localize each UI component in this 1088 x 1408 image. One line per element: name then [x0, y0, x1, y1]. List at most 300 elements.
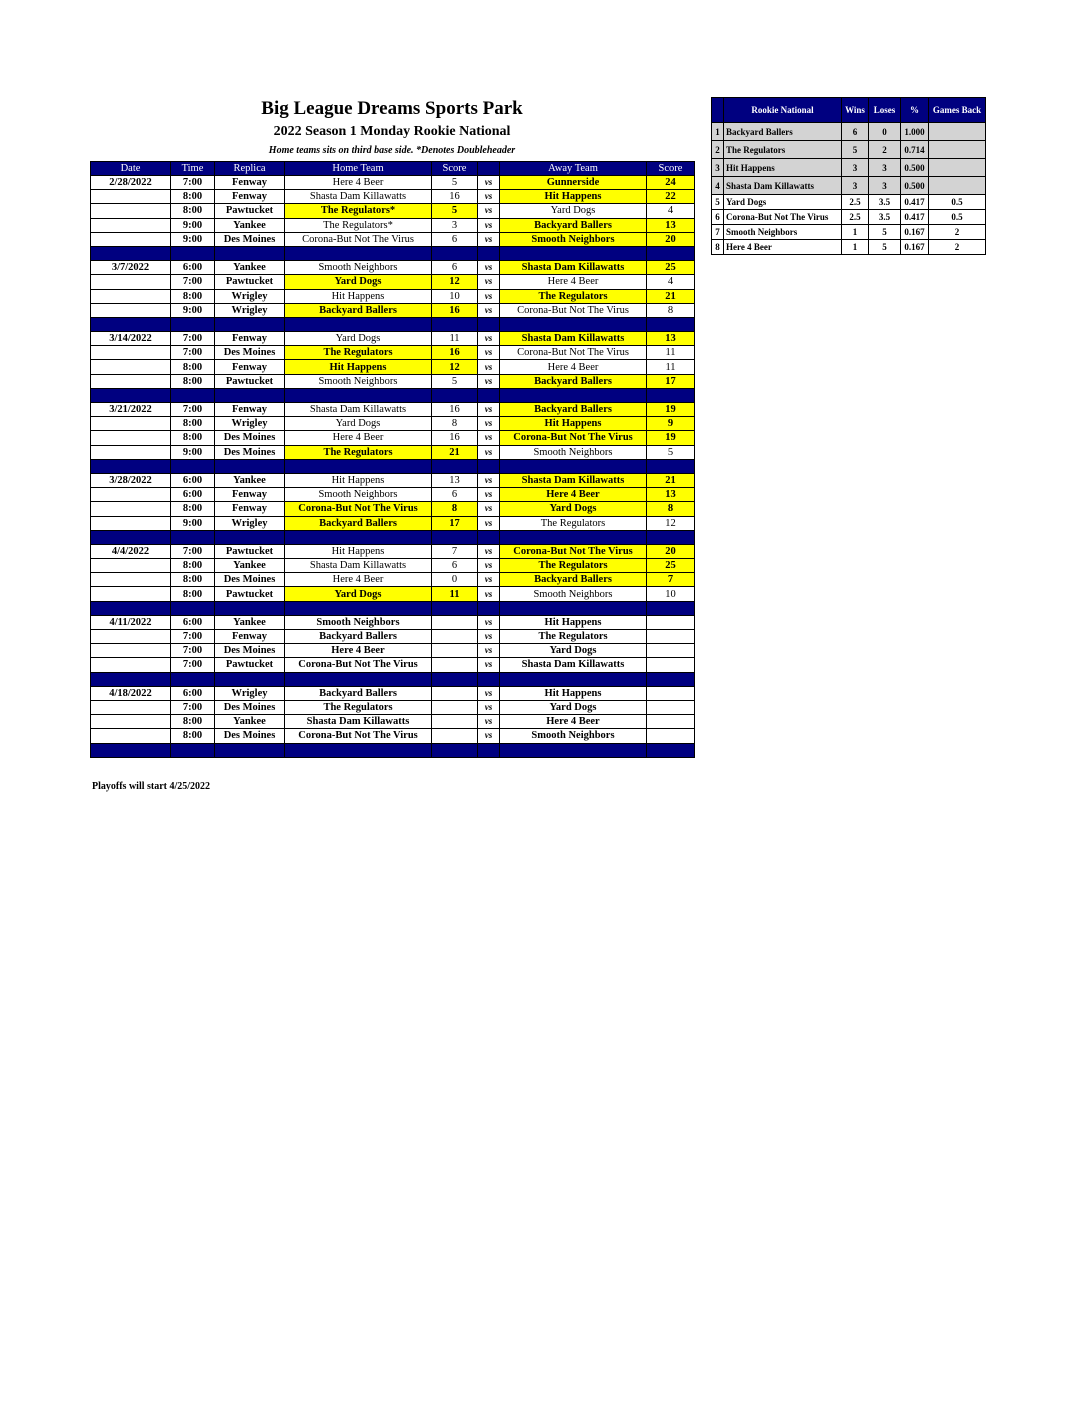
- game-replica: Wrigley: [215, 417, 285, 431]
- game-replica: Pawtucket: [215, 275, 285, 289]
- home-score: [432, 658, 478, 672]
- game-replica: Fenway: [215, 190, 285, 204]
- standings-pct: 1.000: [901, 123, 929, 141]
- standings-team: Smooth Neighbors: [724, 225, 842, 240]
- vs-label: vs: [478, 587, 500, 601]
- standings-rank: 1: [712, 123, 724, 141]
- home-score: [432, 715, 478, 729]
- standings-col-games-back: Games Back: [929, 98, 986, 123]
- home-score: 16: [432, 190, 478, 204]
- standings-wins: 2.5: [842, 210, 869, 225]
- week-separator: [91, 246, 695, 260]
- home-team: Here 4 Beer: [285, 176, 432, 190]
- standings-loses: 3: [869, 177, 901, 195]
- game-time: 8:00: [171, 417, 215, 431]
- home-score: 3: [432, 218, 478, 232]
- game-replica: Pawtucket: [215, 658, 285, 672]
- game-date: [91, 374, 171, 388]
- standings-team: Backyard Ballers: [724, 123, 842, 141]
- home-team: The Regulators*: [285, 204, 432, 218]
- home-score: 21: [432, 445, 478, 459]
- standings-rank: 5: [712, 195, 724, 210]
- game-replica: Yankee: [215, 473, 285, 487]
- vs-label: vs: [478, 644, 500, 658]
- game-date: 4/11/2022: [91, 615, 171, 629]
- game-date: [91, 573, 171, 587]
- game-row: [91, 417, 695, 431]
- vs-label: vs: [478, 332, 500, 346]
- standings-row: [712, 159, 986, 177]
- week-separator: [91, 672, 695, 686]
- away-team: Shasta Dam Killawatts: [500, 658, 647, 672]
- home-score: 6: [432, 232, 478, 246]
- game-date: [91, 417, 171, 431]
- game-row: [91, 232, 695, 246]
- standings-row: [712, 123, 986, 141]
- home-team: Shasta Dam Killawatts: [285, 190, 432, 204]
- separator-cell: [215, 672, 285, 686]
- standings-loses: 3.5: [869, 210, 901, 225]
- separator-cell: [215, 530, 285, 544]
- game-date: [91, 190, 171, 204]
- vs-label: vs: [478, 715, 500, 729]
- separator-cell: [647, 672, 695, 686]
- separator-cell: [215, 246, 285, 260]
- game-replica: Des Moines: [215, 573, 285, 587]
- home-score: 11: [432, 332, 478, 346]
- away-team: Backyard Ballers: [500, 403, 647, 417]
- home-team: Hit Happens: [285, 289, 432, 303]
- away-team: The Regulators: [500, 289, 647, 303]
- vs-label: vs: [478, 431, 500, 445]
- col-header-replica: Replica: [215, 162, 285, 176]
- game-time: 7:00: [171, 176, 215, 190]
- home-team: Backyard Ballers: [285, 686, 432, 700]
- home-team: Smooth Neighbors: [285, 261, 432, 275]
- vs-label: vs: [478, 346, 500, 360]
- home-score: 16: [432, 303, 478, 317]
- vs-label: vs: [478, 218, 500, 232]
- home-team: Hit Happens: [285, 544, 432, 558]
- home-score: [432, 644, 478, 658]
- away-score: 9: [647, 417, 695, 431]
- separator-cell: [91, 601, 171, 615]
- away-team: Smooth Neighbors: [500, 729, 647, 743]
- separator-cell: [285, 672, 432, 686]
- standings-games-back: 0.5: [929, 210, 986, 225]
- vs-label: vs: [478, 502, 500, 516]
- vs-label: vs: [478, 658, 500, 672]
- vs-label: vs: [478, 573, 500, 587]
- vs-label: vs: [478, 403, 500, 417]
- away-score: [647, 615, 695, 629]
- separator-cell: [91, 388, 171, 402]
- vs-label: vs: [478, 176, 500, 190]
- separator-cell: [215, 317, 285, 331]
- game-date: [91, 275, 171, 289]
- away-score: 8: [647, 303, 695, 317]
- home-team: Yard Dogs: [285, 332, 432, 346]
- standings-loses: 2: [869, 141, 901, 159]
- standings-loses: 3: [869, 159, 901, 177]
- separator-cell: [171, 601, 215, 615]
- home-team: Backyard Ballers: [285, 303, 432, 317]
- away-score: 12: [647, 516, 695, 530]
- col-header-time: Time: [171, 162, 215, 176]
- home-team: Backyard Ballers: [285, 630, 432, 644]
- separator-cell: [647, 388, 695, 402]
- standings-wins: 1: [842, 240, 869, 255]
- separator-cell: [215, 601, 285, 615]
- home-team: Hit Happens: [285, 473, 432, 487]
- away-score: 13: [647, 218, 695, 232]
- standings-col-rank: [712, 98, 724, 123]
- game-date: [91, 232, 171, 246]
- game-time: 8:00: [171, 360, 215, 374]
- vs-label: vs: [478, 686, 500, 700]
- vs-label: vs: [478, 615, 500, 629]
- game-date: 3/14/2022: [91, 332, 171, 346]
- standings-team: The Regulators: [724, 141, 842, 159]
- standings-wins: 6: [842, 123, 869, 141]
- game-row: [91, 303, 695, 317]
- standings-rank: 7: [712, 225, 724, 240]
- vs-label: vs: [478, 700, 500, 714]
- separator-cell: [432, 246, 478, 260]
- away-score: 20: [647, 544, 695, 558]
- away-score: 19: [647, 431, 695, 445]
- game-row: [91, 700, 695, 714]
- vs-label: vs: [478, 630, 500, 644]
- game-replica: Wrigley: [215, 303, 285, 317]
- game-date: 3/28/2022: [91, 473, 171, 487]
- away-team: Backyard Ballers: [500, 218, 647, 232]
- away-team: The Regulators: [500, 630, 647, 644]
- standings-rank: 3: [712, 159, 724, 177]
- separator-cell: [171, 459, 215, 473]
- game-row: [91, 473, 695, 487]
- away-score: 10: [647, 587, 695, 601]
- away-score: 13: [647, 332, 695, 346]
- game-row: [91, 204, 695, 218]
- game-row: [91, 374, 695, 388]
- game-replica: Yankee: [215, 218, 285, 232]
- away-team: Shasta Dam Killawatts: [500, 261, 647, 275]
- game-replica: Pawtucket: [215, 587, 285, 601]
- separator-cell: [647, 317, 695, 331]
- standings-loses: 0: [869, 123, 901, 141]
- game-date: 4/4/2022: [91, 544, 171, 558]
- game-replica: Fenway: [215, 630, 285, 644]
- separator-cell: [500, 672, 647, 686]
- game-date: [91, 303, 171, 317]
- away-team: Here 4 Beer: [500, 275, 647, 289]
- separator-cell: [285, 388, 432, 402]
- game-replica: Des Moines: [215, 346, 285, 360]
- away-score: 5: [647, 445, 695, 459]
- separator-cell: [285, 459, 432, 473]
- separator-cell: [500, 743, 647, 757]
- standings-loses: 5: [869, 240, 901, 255]
- game-date: [91, 346, 171, 360]
- home-score: 13: [432, 473, 478, 487]
- home-score: 6: [432, 261, 478, 275]
- game-time: 8:00: [171, 289, 215, 303]
- game-time: 9:00: [171, 218, 215, 232]
- standings-wins: 3: [842, 159, 869, 177]
- separator-cell: [432, 530, 478, 544]
- home-team: The Regulators: [285, 445, 432, 459]
- standings-games-back: [929, 123, 986, 141]
- standings-row: [712, 210, 986, 225]
- away-team: Here 4 Beer: [500, 715, 647, 729]
- game-time: 6:00: [171, 686, 215, 700]
- home-team: Yard Dogs: [285, 275, 432, 289]
- game-time: 9:00: [171, 232, 215, 246]
- separator-cell: [432, 459, 478, 473]
- separator-cell: [478, 672, 500, 686]
- vs-label: vs: [478, 729, 500, 743]
- page-subtitle: 2022 Season 1 Monday Rookie National: [273, 124, 511, 139]
- separator-cell: [91, 246, 171, 260]
- vs-label: vs: [478, 303, 500, 317]
- game-time: 8:00: [171, 204, 215, 218]
- game-time: 9:00: [171, 445, 215, 459]
- standings-rank: 8: [712, 240, 724, 255]
- game-replica: Yankee: [215, 261, 285, 275]
- home-team: Yard Dogs: [285, 587, 432, 601]
- away-score: 21: [647, 289, 695, 303]
- separator-cell: [432, 743, 478, 757]
- standings-pct: 0.167: [901, 240, 929, 255]
- away-score: 11: [647, 360, 695, 374]
- standings-body: [712, 123, 986, 255]
- game-date: [91, 488, 171, 502]
- game-time: 7:00: [171, 658, 215, 672]
- home-score: 16: [432, 346, 478, 360]
- home-score: 8: [432, 417, 478, 431]
- game-replica: Yankee: [215, 559, 285, 573]
- standings-col-pct: %: [901, 98, 929, 123]
- game-row: [91, 715, 695, 729]
- vs-label: vs: [478, 232, 500, 246]
- game-date: [91, 431, 171, 445]
- separator-cell: [171, 530, 215, 544]
- home-score: 8: [432, 502, 478, 516]
- standings-wins: 5: [842, 141, 869, 159]
- away-team: Hit Happens: [500, 417, 647, 431]
- home-score: 10: [432, 289, 478, 303]
- home-score: 7: [432, 544, 478, 558]
- game-replica: Fenway: [215, 360, 285, 374]
- game-time: 6:00: [171, 473, 215, 487]
- home-score: 12: [432, 360, 478, 374]
- game-date: [91, 715, 171, 729]
- home-score: [432, 700, 478, 714]
- game-replica: Fenway: [215, 332, 285, 346]
- game-replica: Des Moines: [215, 729, 285, 743]
- separator-cell: [478, 246, 500, 260]
- standings-games-back: [929, 159, 986, 177]
- game-replica: Wrigley: [215, 686, 285, 700]
- vs-label: vs: [478, 559, 500, 573]
- away-team: Backyard Ballers: [500, 374, 647, 388]
- game-replica: Fenway: [215, 488, 285, 502]
- game-date: [91, 445, 171, 459]
- standings-row: [712, 177, 986, 195]
- standings-team: Yard Dogs: [724, 195, 842, 210]
- away-score: 20: [647, 232, 695, 246]
- game-date: 2/28/2022: [91, 176, 171, 190]
- game-replica: Yankee: [215, 615, 285, 629]
- game-replica: Yankee: [215, 715, 285, 729]
- separator-cell: [285, 530, 432, 544]
- home-team: The Regulators: [285, 700, 432, 714]
- game-time: 7:00: [171, 700, 215, 714]
- game-row: [91, 445, 695, 459]
- separator-cell: [215, 743, 285, 757]
- away-team: Here 4 Beer: [500, 360, 647, 374]
- away-team: Yard Dogs: [500, 700, 647, 714]
- schedule-note: Home teams sits on third base side. *Denotes Doubleheader: [268, 145, 516, 156]
- game-time: 9:00: [171, 303, 215, 317]
- standings-row: [712, 141, 986, 159]
- separator-cell: [500, 317, 647, 331]
- separator-cell: [500, 246, 647, 260]
- game-row: [91, 729, 695, 743]
- vs-label: vs: [478, 204, 500, 218]
- away-score: [647, 644, 695, 658]
- standings-games-back: 2: [929, 240, 986, 255]
- standings-table: [711, 97, 986, 255]
- vs-label: vs: [478, 544, 500, 558]
- vs-label: vs: [478, 417, 500, 431]
- game-time: 8:00: [171, 587, 215, 601]
- away-score: [647, 686, 695, 700]
- separator-cell: [432, 317, 478, 331]
- schedule-table: [90, 161, 695, 758]
- separator-cell: [91, 317, 171, 331]
- separator-cell: [478, 388, 500, 402]
- home-score: 17: [432, 516, 478, 530]
- game-replica: Wrigley: [215, 289, 285, 303]
- game-replica: Des Moines: [215, 700, 285, 714]
- standings-team: Shasta Dam Killawatts: [724, 177, 842, 195]
- game-time: 8:00: [171, 559, 215, 573]
- standings-rank: 4: [712, 177, 724, 195]
- standings-wins: 1: [842, 225, 869, 240]
- standings-rank: 2: [712, 141, 724, 159]
- away-score: 21: [647, 473, 695, 487]
- game-replica: Wrigley: [215, 516, 285, 530]
- standings-rank: 6: [712, 210, 724, 225]
- home-score: [432, 686, 478, 700]
- home-team: Hit Happens: [285, 360, 432, 374]
- separator-cell: [500, 459, 647, 473]
- home-team: Here 4 Beer: [285, 573, 432, 587]
- away-team: Smooth Neighbors: [500, 232, 647, 246]
- game-date: [91, 658, 171, 672]
- game-replica: Des Moines: [215, 232, 285, 246]
- standings-row: [712, 240, 986, 255]
- separator-cell: [285, 246, 432, 260]
- separator-cell: [171, 317, 215, 331]
- separator-cell: [215, 459, 285, 473]
- home-team: Yard Dogs: [285, 417, 432, 431]
- game-row: [91, 431, 695, 445]
- col-header-date: Date: [91, 162, 171, 176]
- standings-loses: 5: [869, 225, 901, 240]
- page-title: Big League Dreams Sports Park: [261, 98, 523, 119]
- game-row: [91, 488, 695, 502]
- game-time: 7:00: [171, 332, 215, 346]
- game-date: 3/7/2022: [91, 261, 171, 275]
- game-time: 6:00: [171, 261, 215, 275]
- game-row: [91, 190, 695, 204]
- away-team: Hit Happens: [500, 686, 647, 700]
- game-row: [91, 559, 695, 573]
- game-time: 8:00: [171, 573, 215, 587]
- separator-cell: [500, 388, 647, 402]
- week-separator: [91, 530, 695, 544]
- game-date: [91, 289, 171, 303]
- away-team: Backyard Ballers: [500, 573, 647, 587]
- home-score: [432, 630, 478, 644]
- game-row: [91, 261, 695, 275]
- away-team: The Regulators: [500, 516, 647, 530]
- home-team: Shasta Dam Killawatts: [285, 715, 432, 729]
- home-team: Here 4 Beer: [285, 644, 432, 658]
- game-time: 7:00: [171, 630, 215, 644]
- week-separator: [91, 388, 695, 402]
- separator-cell: [215, 388, 285, 402]
- separator-cell: [478, 530, 500, 544]
- away-score: 22: [647, 190, 695, 204]
- away-team: Yard Dogs: [500, 502, 647, 516]
- separator-cell: [500, 601, 647, 615]
- game-time: 7:00: [171, 275, 215, 289]
- away-team: Hit Happens: [500, 190, 647, 204]
- away-score: [647, 658, 695, 672]
- game-time: 8:00: [171, 729, 215, 743]
- away-score: 4: [647, 204, 695, 218]
- standings-pct: 0.167: [901, 225, 929, 240]
- home-team: Shasta Dam Killawatts: [285, 403, 432, 417]
- game-row: [91, 502, 695, 516]
- home-team: Backyard Ballers: [285, 516, 432, 530]
- away-team: Corona-But Not The Virus: [500, 346, 647, 360]
- game-row: [91, 658, 695, 672]
- vs-label: vs: [478, 473, 500, 487]
- away-score: 25: [647, 261, 695, 275]
- game-time: 7:00: [171, 544, 215, 558]
- schedule-header-row: [91, 162, 695, 176]
- standings-games-back: [929, 177, 986, 195]
- away-team: Shasta Dam Killawatts: [500, 473, 647, 487]
- vs-label: vs: [478, 275, 500, 289]
- week-separator: [91, 601, 695, 615]
- game-date: [91, 729, 171, 743]
- home-score: 11: [432, 587, 478, 601]
- game-date: 3/21/2022: [91, 403, 171, 417]
- vs-label: vs: [478, 374, 500, 388]
- away-score: 11: [647, 346, 695, 360]
- col-header-home-team: Home Team: [285, 162, 432, 176]
- game-replica: Fenway: [215, 502, 285, 516]
- away-team: Yard Dogs: [500, 644, 647, 658]
- standings-header-row: [712, 98, 986, 123]
- standings-games-back: 0.5: [929, 195, 986, 210]
